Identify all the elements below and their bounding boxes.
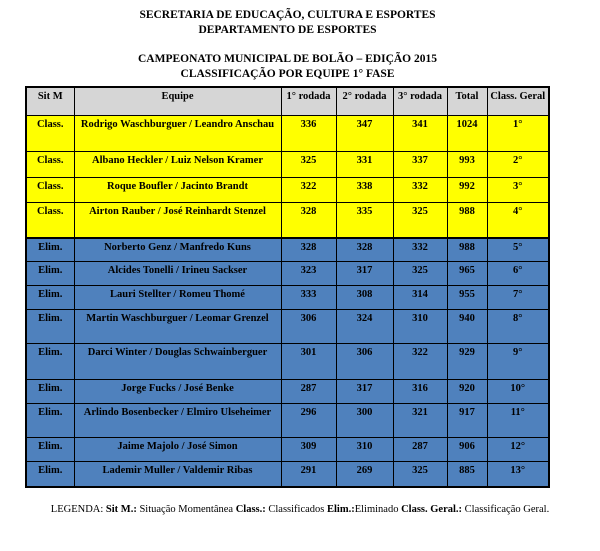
column-header-rodada-1: 1° rodada — [281, 87, 336, 116]
rodada2-cell: 328 — [336, 238, 393, 262]
rodada1-cell: 325 — [281, 152, 336, 178]
rodada1-cell: 291 — [281, 462, 336, 487]
column-header-rodada-2: 2° rodada — [336, 87, 393, 116]
org-line-1: SECRETARIA DE EDUCAÇÃO, CULTURA E ESPORTES — [139, 9, 436, 21]
rodada3-cell: 310 — [393, 310, 447, 344]
rodada1-cell: 328 — [281, 203, 336, 238]
sit-cell: Elim. — [26, 262, 74, 286]
equipe-cell: Jorge Fucks / José Benke — [74, 380, 281, 404]
total-cell: 992 — [447, 178, 487, 203]
equipe-cell: Darci Winter / Douglas Schwainberguer — [74, 344, 281, 380]
table-row-eliminated — [26, 286, 549, 310]
class-geral-cell: 10° — [487, 380, 549, 404]
legend-desc-class: Classificados — [265, 503, 327, 515]
total-cell: 940 — [447, 310, 487, 344]
total-cell: 1024 — [447, 116, 487, 152]
rodada3-cell: 321 — [393, 404, 447, 438]
legend-term-class-geral: Class. Geral.: — [401, 503, 463, 515]
rodada3-cell: 325 — [393, 262, 447, 286]
table-row-eliminated — [26, 462, 549, 487]
table-row-eliminated — [26, 380, 549, 404]
table-row-classified — [26, 116, 549, 152]
total-cell: 929 — [447, 344, 487, 380]
total-cell: 988 — [447, 238, 487, 262]
rodada3-cell: 337 — [393, 152, 447, 178]
total-cell: 920 — [447, 380, 487, 404]
equipe-cell: Arlindo Bosenbecker / Elmiro Ulseheimer — [74, 404, 281, 438]
class-geral-cell: 13° — [487, 462, 549, 487]
rodada2-cell: 308 — [336, 286, 393, 310]
rodada1-cell: 301 — [281, 344, 336, 380]
title-line-2: CLASSIFICAÇÃO POR EQUIPE 1° FASE — [180, 67, 395, 80]
class-geral-cell: 4° — [487, 203, 549, 238]
class-geral-cell: 2° — [487, 152, 549, 178]
rodada1-cell: 323 — [281, 262, 336, 286]
sit-cell: Elim. — [26, 404, 74, 438]
column-header-equipe: Equipe — [74, 87, 281, 116]
equipe-cell: Jaime Majolo / José Simon — [74, 438, 281, 462]
legend-desc-elim: Eliminado — [354, 503, 402, 515]
class-geral-cell: 11° — [487, 404, 549, 438]
equipe-cell: Lademir Muller / Valdemir Ribas — [74, 462, 281, 487]
equipe-cell: Albano Heckler / Luiz Nelson Kramer — [74, 152, 281, 178]
legend — [0, 503, 600, 517]
class-geral-cell: 5° — [487, 238, 549, 262]
table-row-classified — [26, 203, 549, 238]
rodada2-cell: 338 — [336, 178, 393, 203]
legend-term-sit-m: Sit M.: — [105, 503, 137, 515]
legend-desc-sit-m: Situação Momentânea — [136, 503, 236, 515]
sit-cell: Elim. — [26, 438, 74, 462]
total-cell: 955 — [447, 286, 487, 310]
table-row-classified — [26, 178, 549, 203]
sit-cell: Class. — [26, 116, 74, 152]
legend-desc-class-geral: Classificação Geral. — [462, 503, 550, 515]
org-header — [25, 8, 550, 38]
rodada2-cell: 324 — [336, 310, 393, 344]
rodada3-cell: 325 — [393, 462, 447, 487]
total-cell: 988 — [447, 203, 487, 238]
org-line-2: DEPARTAMENTO DE ESPORTES — [198, 23, 377, 36]
table-row-eliminated — [26, 344, 549, 380]
rodada1-cell: 296 — [281, 404, 336, 438]
sit-cell: Class. — [26, 178, 74, 203]
table-row-eliminated — [26, 310, 549, 344]
equipe-cell: Lauri Stellter / Romeu Thomé — [74, 286, 281, 310]
sit-cell: Class. — [26, 152, 74, 178]
equipe-cell: Martin Waschburguer / Leomar Grenzel — [74, 310, 281, 344]
rodada3-cell: 332 — [393, 238, 447, 262]
title-line-1: CAMPEONATO MUNICIPAL DE BOLÃO – EDIÇÃO 2015 — [137, 52, 438, 65]
column-header-sit-m: Sit M — [26, 87, 74, 116]
table-row-eliminated — [26, 438, 549, 462]
rodada1-cell: 336 — [281, 116, 336, 152]
total-cell: 993 — [447, 152, 487, 178]
classification-table — [25, 86, 550, 488]
column-header-rodada-3: 3° rodada — [393, 87, 447, 116]
sit-cell: Class. — [26, 203, 74, 238]
rodada1-cell: 287 — [281, 380, 336, 404]
column-header-total: Total — [447, 87, 487, 116]
table-row-classified — [26, 152, 549, 178]
rodada2-cell: 347 — [336, 116, 393, 152]
sit-cell: Elim. — [26, 380, 74, 404]
table-row-eliminated — [26, 238, 549, 262]
legend-prefix: LEGENDA: — [50, 503, 106, 515]
class-geral-cell: 8° — [487, 310, 549, 344]
equipe-cell: Airton Rauber / José Reinhardt Stenzel — [74, 203, 281, 238]
class-geral-cell: 6° — [487, 262, 549, 286]
equipe-cell: Alcides Tonelli / Irineu Sackser — [74, 262, 281, 286]
rodada1-cell: 328 — [281, 238, 336, 262]
class-geral-cell: 1° — [487, 116, 549, 152]
total-cell: 917 — [447, 404, 487, 438]
total-cell: 906 — [447, 438, 487, 462]
rodada2-cell: 317 — [336, 380, 393, 404]
table-header-row — [26, 87, 549, 116]
sit-cell: Elim. — [26, 286, 74, 310]
total-cell: 965 — [447, 262, 487, 286]
legend-term-elim: Elim.: — [326, 503, 355, 515]
rodada3-cell: 287 — [393, 438, 447, 462]
rodada3-cell: 314 — [393, 286, 447, 310]
rodada3-cell: 325 — [393, 203, 447, 238]
rodada2-cell: 269 — [336, 462, 393, 487]
equipe-cell: Rodrigo Waschburguer / Leandro Anschau — [74, 116, 281, 152]
rodada1-cell: 322 — [281, 178, 336, 203]
class-geral-cell: 3° — [487, 178, 549, 203]
class-geral-cell: 7° — [487, 286, 549, 310]
rodada2-cell: 335 — [336, 203, 393, 238]
equipe-cell: Norberto Genz / Manfredo Kuns — [74, 238, 281, 262]
total-cell: 885 — [447, 462, 487, 487]
table-row-eliminated — [26, 404, 549, 438]
sit-cell: Elim. — [26, 310, 74, 344]
sit-cell: Elim. — [26, 462, 74, 487]
rodada2-cell: 310 — [336, 438, 393, 462]
sit-cell: Elim. — [26, 238, 74, 262]
rodada1-cell: 309 — [281, 438, 336, 462]
rodada3-cell: 332 — [393, 178, 447, 203]
sit-cell: Elim. — [26, 344, 74, 380]
equipe-cell: Roque Boufler / Jacinto Brandt — [74, 178, 281, 203]
column-header-class-geral: Class. Geral — [487, 87, 549, 116]
rodada1-cell: 333 — [281, 286, 336, 310]
rodada2-cell: 300 — [336, 404, 393, 438]
table-row-eliminated — [26, 262, 549, 286]
legend-term-class: Class.: — [235, 503, 266, 515]
document-title — [25, 52, 550, 82]
rodada3-cell: 341 — [393, 116, 447, 152]
rodada3-cell: 322 — [393, 344, 447, 380]
rodada2-cell: 317 — [336, 262, 393, 286]
rodada3-cell: 316 — [393, 380, 447, 404]
class-geral-cell: 9° — [487, 344, 549, 380]
rodada2-cell: 331 — [336, 152, 393, 178]
class-geral-cell: 12° — [487, 438, 549, 462]
rodada1-cell: 306 — [281, 310, 336, 344]
rodada2-cell: 306 — [336, 344, 393, 380]
